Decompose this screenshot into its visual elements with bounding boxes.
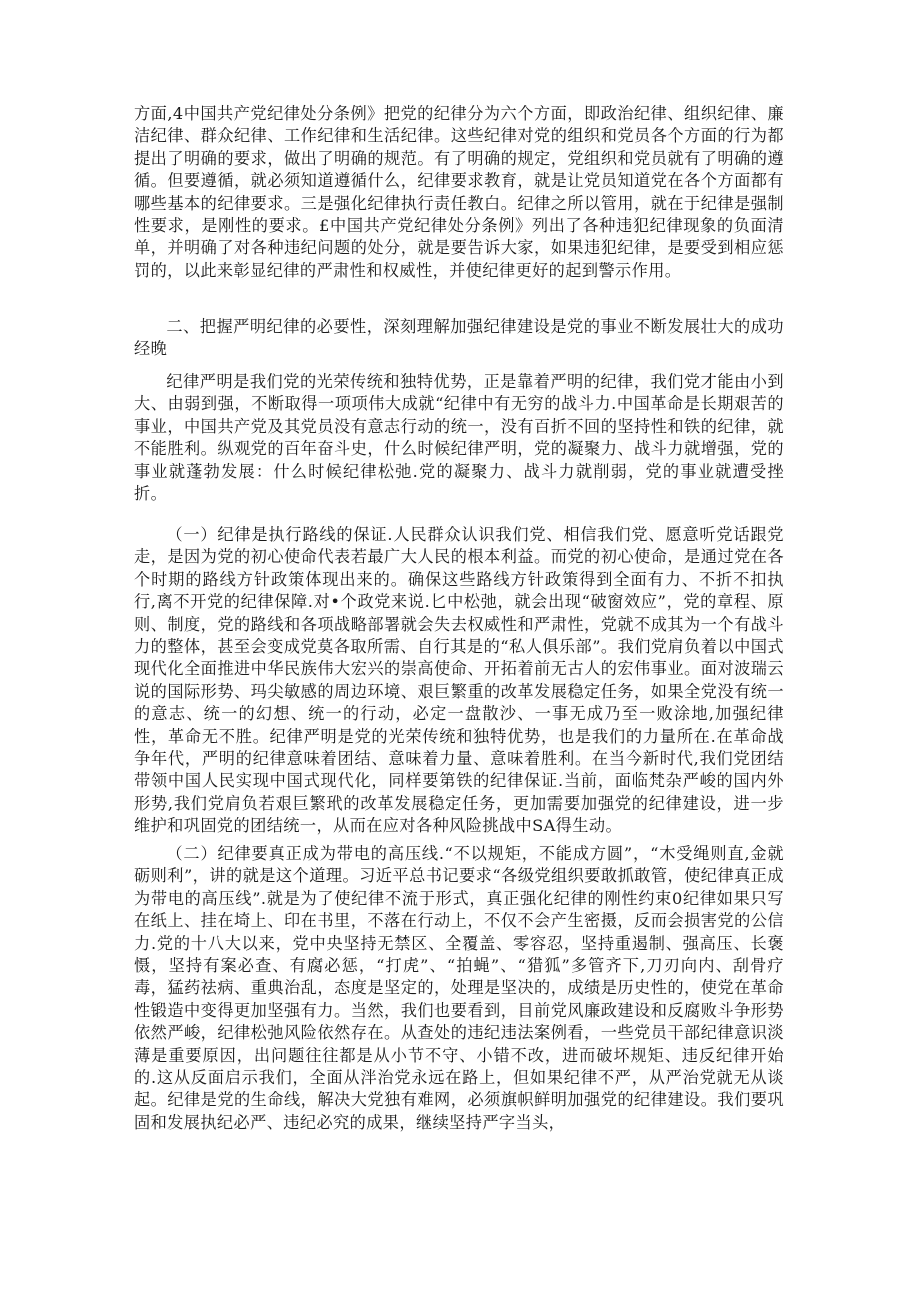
paragraph-subsection-one: （一）纪律是执行路线的保证.人民群众认识我们党、相信我们党、愿意听党话跟党走，是因为党的初心使命代表若最广大人民的根本利益。而党的初心使命，是通过党在各个时期的路线方针政策体现出来的。确保这些路线方针政策得到全面有力、不折不扣执行,离不开党的纪律保障.对•个政党来说.匕中松弛，就会出现“破窗效应”，党的章程、原则、制度，党的路线和各项战略部署就会失去权威性和严肃性，党就不成其为一个有战斗力的整体，甚至会变成党莫各取所需、自行其是的“私人俱乐部”。我们党肩负着以中国式现代化全面推进中华民族伟大宏兴的崇高使命、开拓着前无古人的宏伟事业。面对波瑞云说的国际形势、玛尖敏感的周边环境、艰巨繁重的改革发展稳定任务，如果全党没有统一的意志、统一的幻想、统一的行动，必定一盘散沙、一事无成乃至一败涂地,加强纪律性，革命无不胜。纪律严明是党的光荣传统和独特优势，也是我们的力量所在.在革命战争年代，严明的纪律意味着团结、意味着力量、意味着胜利。在当今新时代,我们党团结带领中国人民实现中国式现代化，同样要第铁的纪律保证.当前，面临梵杂严峻的国内外形势,我们党肩负若艰巨繁玳的改革发展稳定任务，更加需要加强党的纪律建设，进一步维护和巩固党的团结统一，从而在应对各种风险挑战中SA得生动。 xyxy=(134,525,784,836)
paragraph-subsection-two: （二）纪律要真正成为带电的高压线.“不以规矩，不能成方圆”，“木受绳则直,金就砺则利”，讲的就是这个道理。习近平总书记要求“各级党组织要敢抓敢管，使纪律真正成为带电的高压线”.就是为了使纪律不流于形式，真正强化纪律的刚性约束0纪律如果只写在纸上、挂在埼上、印在书里，不落在行动上，不仅不会产生密摄，反而会损害党的公信力.党的十八大以来，党中央坚持无禁区、全覆盖、零容忍，坚持重遏制、强高压、长褒慑，坚持有案必查、有腐必惩，“打虎”、“拍蝇”、“猎狐”多管齐下,刀刃向内、刮骨疗毒，猛药祛病、重典治乱，态度是坚定的，处理是坚决的，成绩是历史性的，使党在革命性锻造中变得更加坚强有力。当然，我们也要看到，目前党风廉政建设和反腐败斗争形势依然严峻，纪律松弛风险依然存在。从查处的违纪违法案例看，一些党员干部纪律意识淡薄是重要原因，出问题往往都是从小节不守、小错不改，进而破坏规矩、违反纪律开始的.这从反面启示我们，全面从泮治党永远在路上，但如果纪律不严，从严治党就无从谈起。纪律是党的生命线，解决大党独有难网，必须旗帜鲜明加强党的纪律建设。我们要巩固和发展执纪必严、违纪必究的成果，继续坚持严字当头， xyxy=(134,844,784,1132)
paragraph-discipline-tradition: 纪律严明是我们党的光荣传统和独特优势，正是靠着严明的纪律，我们党才能由小到大、由弱到强，不断取得一项项伟大成就“纪律中有无穷的战斗力.中国革命是长期艰苦的事业，中国共产党及其党员没有意志行动的统一，没有百折不回的坚持性和铁的纪律，就不能胜利。纵观党的百年奋斗史，什么时候纪律严明，党的凝聚力、战斗力就增强，党的事业就蓬勃发展：什么时候纪律松弛.党的凝聚力、战斗力就削弱，党的事业就遭受挫折。 xyxy=(134,372,784,504)
paragraph-discipline-categories: 方面,4中国共产党纪律处分条例》把党的纪律分为六个方面，即政治纪律、组织纪律、廉洁纪律、群众纪律、工作纪律和生活纪律。这些纪律对党的组织和党员各个方面的行为都提出了明确的要求，做出了明确的规范。有了明确的规定，党组织和党员就有了明确的遵循。但要遵循，就必须知道遵循什么，纪律要求教育，就是让党员知道党在各个方面都有哪些基本的纪律要求。三是强化纪律执行责任教白。纪律之所以管用，就在于纪律是强制性要求，是刚性的要求。£中国共产党纪律处分条例》列出了各种违犯纪律现象的负面清单，并明确了对各种违纪问题的处分，就是要告诉大家，如果违犯纪律，是要受到相应惩罚的，以此来彰显纪律的严肃性和权威性，并使纪律更好的起到警示作用。 xyxy=(134,104,784,280)
section-heading-two: 二、把握严明纪律的必要性，深刻理解加强纪律建设是党的事业不断发展壮大的成功经晚 xyxy=(134,317,784,359)
